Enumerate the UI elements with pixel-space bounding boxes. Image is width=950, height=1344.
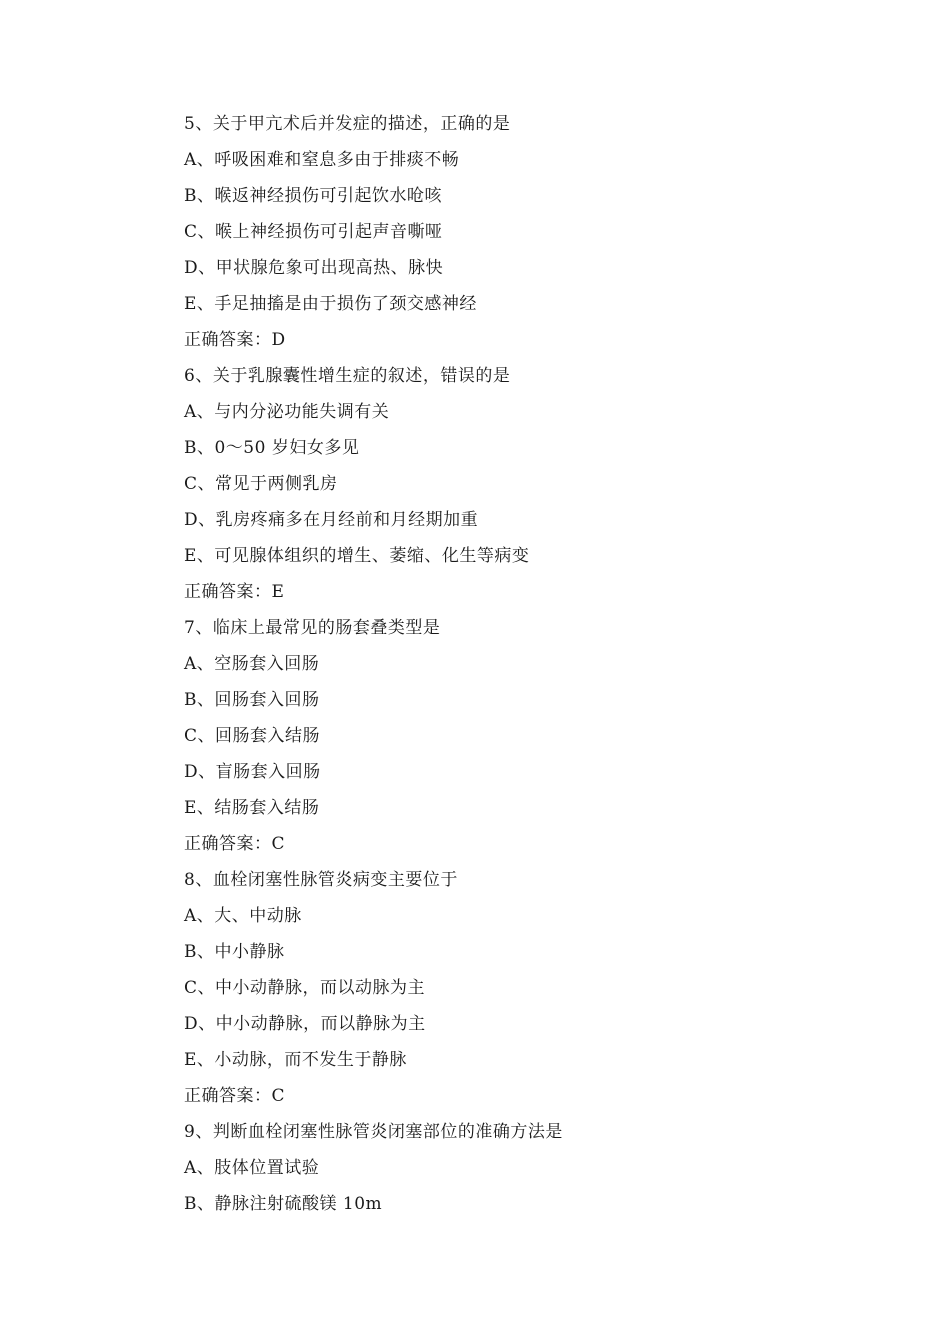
option-a: A、呼吸困难和窒息多由于排痰不畅 bbox=[184, 150, 460, 170]
question-stem: 9、判断血栓闭塞性脉管炎闭塞部位的准确方法是 bbox=[184, 1122, 563, 1142]
option-b: B、喉返神经损伤可引起饮水呛咳 bbox=[184, 186, 442, 206]
option-b: B、静脉注射硫酸镁 10m bbox=[184, 1194, 383, 1214]
question-stem: 7、临床上最常见的肠套叠类型是 bbox=[184, 618, 441, 638]
option-c: C、中小动静脉，而以动脉为主 bbox=[184, 978, 426, 998]
correct-answer: 正确答案：D bbox=[184, 330, 286, 350]
option-d: D、中小动静脉，而以静脉为主 bbox=[184, 1014, 426, 1034]
option-d: D、盲肠套入回肠 bbox=[184, 762, 321, 782]
option-b: B、0～50 岁妇女多见 bbox=[184, 438, 360, 458]
option-c: C、喉上神经损伤可引起声音嘶哑 bbox=[184, 222, 443, 242]
question-list bbox=[184, 106, 884, 1222]
option-e: E、手足抽搐是由于损伤了颈交感神经 bbox=[184, 294, 477, 314]
option-e: E、结肠套入结肠 bbox=[184, 798, 320, 818]
option-b: B、中小静脉 bbox=[184, 942, 285, 962]
question-stem: 5、关于甲亢术后并发症的描述，正确的是 bbox=[184, 114, 511, 134]
option-e: E、小动脉，而不发生于静脉 bbox=[184, 1050, 407, 1070]
correct-answer: 正确答案：C bbox=[184, 1086, 286, 1106]
question-stem: 6、关于乳腺囊性增生症的叙述，错误的是 bbox=[184, 366, 511, 386]
option-b: B、回肠套入回肠 bbox=[184, 690, 320, 710]
question-stem: 8、血栓闭塞性脉管炎病变主要位于 bbox=[184, 870, 458, 890]
option-c: C、常见于两侧乳房 bbox=[184, 474, 338, 494]
option-d: D、乳房疼痛多在月经前和月经期加重 bbox=[184, 510, 479, 530]
option-a: A、大、中动脉 bbox=[184, 906, 302, 926]
correct-answer: 正确答案：E bbox=[184, 582, 285, 602]
option-e: E、可见腺体组织的增生、萎缩、化生等病变 bbox=[184, 546, 530, 566]
option-a: A、肢体位置试验 bbox=[184, 1158, 320, 1178]
option-a: A、空肠套入回肠 bbox=[184, 654, 320, 674]
correct-answer: 正确答案：C bbox=[184, 834, 286, 854]
option-a: A、与内分泌功能失调有关 bbox=[184, 402, 390, 422]
option-d: D、甲状腺危象可出现高热、脉快 bbox=[184, 258, 444, 278]
option-c: C、回肠套入结肠 bbox=[184, 726, 321, 746]
